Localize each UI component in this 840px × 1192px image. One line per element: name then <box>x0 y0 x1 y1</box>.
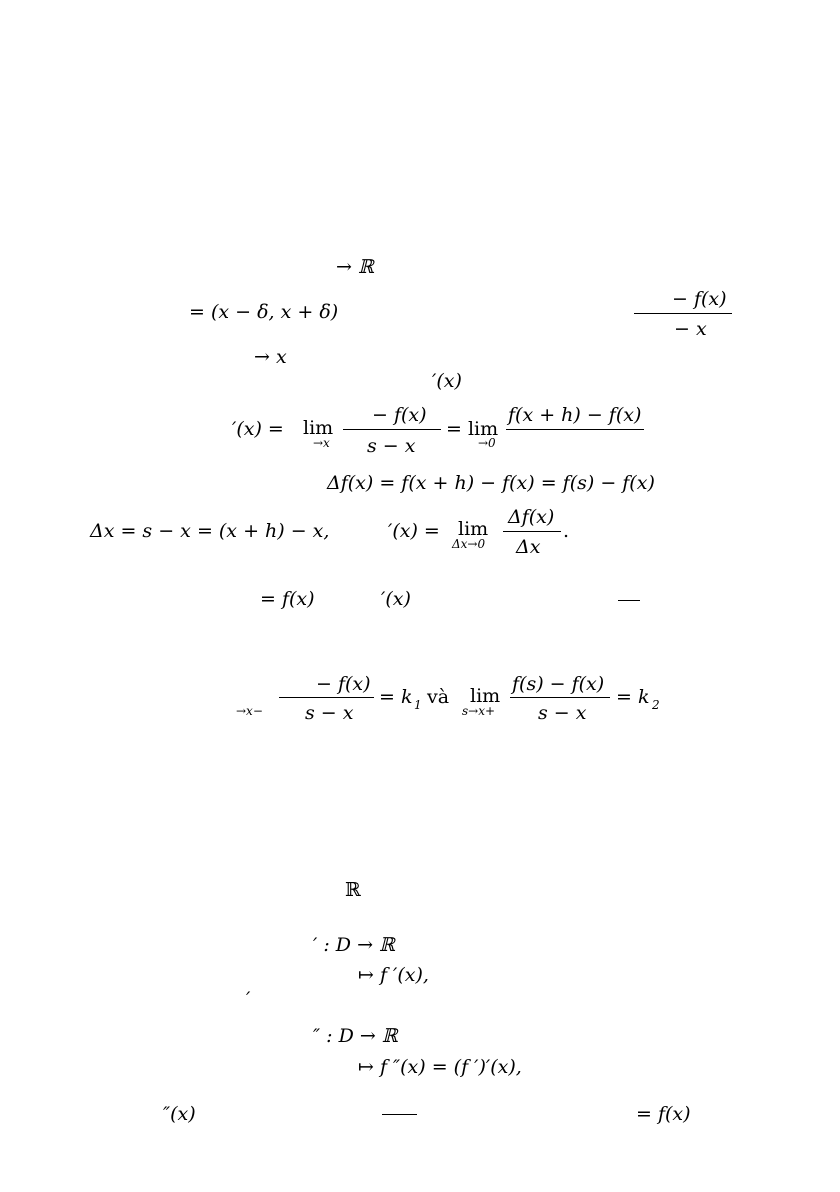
k2-subscript: 2 <box>652 698 660 712</box>
fraction-bar <box>506 429 644 430</box>
right-derivative-value: = k <box>616 686 650 708</box>
period: . <box>563 520 570 542</box>
fraction-bar <box>510 697 610 698</box>
prime-mark: ′ <box>246 988 251 1010</box>
derivative-map-signature: ′ : D → ℝ <box>313 934 395 956</box>
second-derivative-map-signature: ″ : D → ℝ <box>313 1025 398 1047</box>
second-derivative-value: ″(x) <box>163 1103 196 1125</box>
limit-operator: lim <box>303 417 334 439</box>
delta-denominator: Δx <box>516 536 541 558</box>
h-form-numerator: f(x + h) − f(x) <box>508 404 642 426</box>
fraction-bar <box>503 531 561 532</box>
right-limit-subscript: s→x+ <box>462 704 496 718</box>
derivative-definition-lhs: ′(x) = <box>232 418 284 440</box>
real-numbers-symbol: ℝ <box>345 879 361 901</box>
limit-subscript-h: →0 <box>478 436 496 450</box>
definition-denominator: s − x <box>367 435 416 457</box>
second-derivative-map-rule: ↦ f ″(x) = (f ′)′(x), <box>358 1056 522 1078</box>
limit-subscript-delta: Δx→0 <box>452 537 486 551</box>
overline-fragment <box>382 1114 417 1115</box>
derivative-notation: ′(x) <box>432 370 462 392</box>
left-limit-denominator: s − x <box>305 702 354 724</box>
right-limit-denominator: s − x <box>538 702 587 724</box>
limit-operator-right: lim <box>470 685 501 707</box>
definition-numerator: − f(x) <box>372 404 427 426</box>
difference-quotient-denominator: − x <box>674 318 707 340</box>
left-limit-subscript: →x− <box>236 704 263 718</box>
function-value-last: = f(x) <box>636 1103 691 1125</box>
tends-to-x: → x <box>254 346 287 368</box>
neighborhood-interval: = (x − δ, x + δ) <box>189 301 339 323</box>
limit-subscript: →x <box>313 436 330 450</box>
left-limit-numerator: − f(x) <box>316 673 371 695</box>
overline-fragment <box>618 600 640 601</box>
derivative-value: ′(x) <box>381 588 411 610</box>
limit-operator-delta: lim <box>458 518 489 540</box>
arrow-to-reals: → ℝ <box>336 256 374 278</box>
fraction-bar <box>634 313 732 314</box>
function-value: = f(x) <box>260 588 315 610</box>
left-derivative-value: = k <box>379 686 413 708</box>
delta-numerator: Δf(x) <box>508 506 555 528</box>
delta-form-lhs: ′(x) = <box>388 520 440 542</box>
right-limit-numerator: f(s) − f(x) <box>512 673 605 695</box>
k1-subscript: 1 <box>414 698 422 712</box>
conjunction-va: và <box>427 686 450 708</box>
increment-of-f: Δf(x) = f(x + h) − f(x) = f(s) − f(x) <box>327 472 655 494</box>
fraction-bar <box>343 429 441 430</box>
difference-quotient-numerator: − f(x) <box>672 288 727 310</box>
increment-of-x: Δx = s − x = (x + h) − x, <box>90 520 330 542</box>
fraction-bar <box>279 697 374 698</box>
limit-operator-h: = lim <box>446 418 499 440</box>
derivative-map-rule: ↦ f ′(x), <box>358 964 429 986</box>
